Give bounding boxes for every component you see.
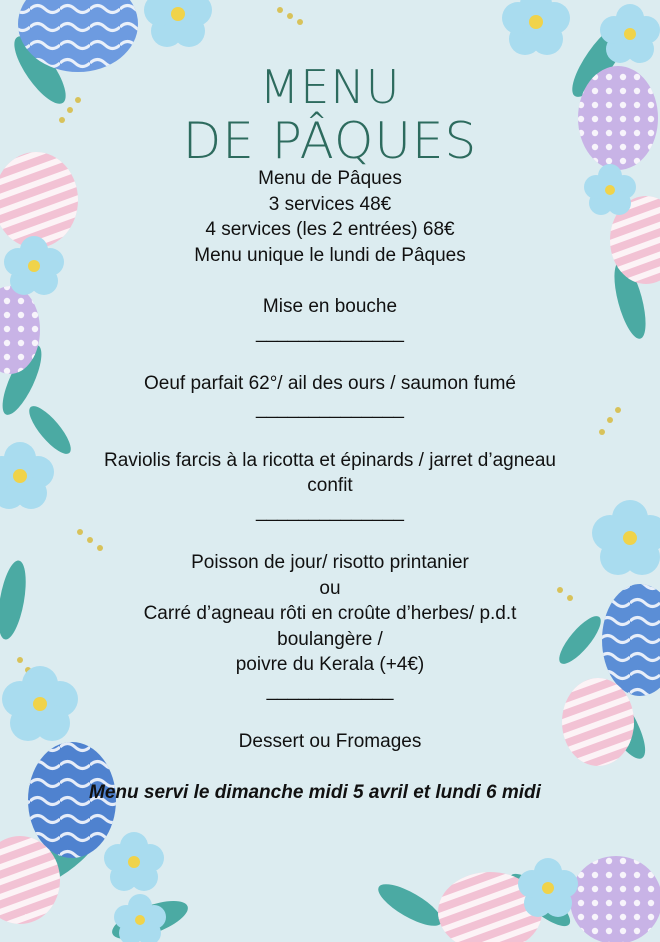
menu-content	[40, 166, 620, 755]
separator-line: ______________	[256, 398, 404, 420]
service-dates-note: Menu servi le dimanche midi 5 avril et lundi 6 midi	[89, 782, 541, 803]
spacer	[40, 345, 620, 371]
course-starter-2-line-2: confit	[307, 475, 353, 497]
monday-note: Menu unique le lundi de Pâques	[194, 244, 466, 266]
course-main-lamb-line-3: poivre du Kerala (+4€)	[235, 654, 425, 676]
course-main-fish: Poisson de jour/ risotto printanier	[191, 551, 469, 573]
spacer	[40, 422, 620, 448]
separator-line: ______________	[256, 321, 404, 343]
spacer	[40, 703, 620, 729]
course-main-or: ou	[319, 577, 341, 599]
course-amuse-bouche: Mise en bouche	[262, 295, 398, 317]
title-line-2: DE PÂQUES	[182, 112, 478, 170]
course-main-lamb-line-1: Carré d’agneau rôti en croûte d’herbes/ p.d.t	[143, 603, 517, 625]
separator-line: ______________	[256, 500, 404, 522]
course-starter-2-line-1: Raviolis farcis à la ricotta et épinards / jarret d’agneau	[103, 449, 556, 471]
spacer	[40, 268, 620, 294]
price-3-services: 3 services 48€	[268, 193, 392, 215]
spacer	[40, 524, 620, 550]
price-4-services: 4 services (les 2 entrées) 68€	[205, 219, 455, 241]
course-starter-1: Oeuf parfait 62°/ ail des ours / saumon fumé	[144, 372, 516, 394]
separator-line: ____________	[266, 679, 394, 701]
course-dessert: Dessert ou Fromages	[238, 731, 422, 753]
intro-heading: Menu de Pâques	[258, 168, 402, 189]
course-main-lamb-line-2: boulangère /	[277, 628, 383, 650]
title-line-1: MENU	[259, 60, 401, 114]
